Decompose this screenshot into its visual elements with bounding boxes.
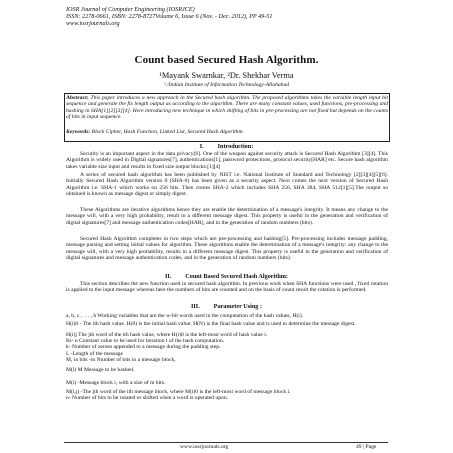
paper-affiliation: ¹,²Indian Institute of Information Technology-Allahabad <box>163 82 290 88</box>
section-heading-count-based: II. Count Based Secured Hash Algorithm: <box>165 273 288 280</box>
parameter-line: L -Length of the message <box>66 350 123 357</box>
footer-rule <box>64 442 388 443</box>
intro-paragraph-2: A series of secured hash algorithm has been published by NIST i.e. National Institute of Standard and Technology [2][3][4][5][6]. Initially Secured Hash Algorithm version 0 (SHA-0) has been given as a security aspect. Next comes the next version of Secured Hash Algorithm i.e. SHA-1 which works on 256 bits. Then comes SHA-2 which includes SHA 256, SHA 384, SHA 512[1][5].The output so obtained is known as message digest or simply digest. <box>66 172 388 198</box>
parameter-line: M(i) -Message block i, with a size of m bits. <box>66 379 166 386</box>
abstract-text: This paper introduces a new approach in the Secured hash algorithm. The proposed algorithms takes the variable length input bit sequence and generate the fix length output as according to the algorithm. There are many constant values, used functions, pre-processing and hashing in SHA[1][2][3][4]. Here introducing new technique in which shifting of bits in pre-processing are not fixed but depends on the counts of bits in input sequence. <box>66 95 388 121</box>
journal-issn: ISSN: 2278-0661, ISBN: 2278-8727Volume 6, Issue 6 (Nov. - Dec. 2012), PP 49-51 <box>66 13 273 21</box>
parameter-line: M(i,j) -The jth word of the ith message block, where M(i)0 is the left-most word of message block i. <box>66 389 291 396</box>
keywords-label: Keywords: <box>66 129 91 135</box>
paper-title: Count based Secured Hash Algorithm. <box>134 54 319 66</box>
intro-paragraph-4: Secured Hash Algorithm completes in two steps which are pre-processing and hashing[5]. Pre-processing includes message padding, message parsing and setting initial values for algorithm. These algorithms enable the determination of a message's integrity: any change to the message will, with a very high probability, results in a different message digest. This property is useful in the generation and verification of digital signatures and message authentication codes, and in the generation of random numbers (bits). <box>66 236 388 262</box>
parameter-line: M, in bits -m Number of bits in a message block, <box>66 357 176 364</box>
keywords <box>66 129 388 135</box>
journal-header <box>66 6 273 28</box>
journal-name: IOSR Journal of Computer Engineering (IOSRJCE) <box>66 6 195 13</box>
parameter-line: Kt- n Constant value to be used for iteration t of the hash computation. <box>66 338 225 345</box>
parameter-line: n- Number of bits to be rotated or shifted when a word is operated upon. <box>66 395 229 402</box>
intro-paragraph-3: These Algorithms are iterative algorithms hence they are enable the determination of a message's integrity. It means any change to the message will, with a very high probability, result in a different message digest. This property is useful in the generation and verification of digital signatures[7] and message authentication codes[HAR], and in the generation of random numbers (bits). <box>66 207 388 226</box>
parameter-list <box>66 313 388 402</box>
parameter-line: H(i)j The jth word of the ith hash value, where H(i)0 is the left-most word of hash value i. <box>66 331 268 338</box>
abstract-label: Abstract: <box>66 95 89 101</box>
count-based-paragraph: This section describes the new function used in secured hash algorithm. In previous work when SHA functions were used , fixed rotation is applied to the input message whereas here the numbers of bits are counted and on the basis of count result the rotation is performed. <box>66 281 388 294</box>
page-number: 49 | Page <box>356 444 377 450</box>
parameter-line: a, b, c, . . . , h Working variables that are the w-bit words used in the computation of the hash values, H(i). <box>66 313 304 319</box>
paper-authors: ¹Mayank Swarnkar, ²Dr. Shekhar Verma <box>159 71 294 80</box>
footer-site: www.iosrjournals.org <box>180 444 229 450</box>
parameter-line: k- Number of zeroes appended to a message during the padding step. <box>66 344 221 351</box>
journal-site: www.iosrjournals.org <box>66 20 120 28</box>
parameter-line: M(i) M Message to be hashed. <box>66 367 135 374</box>
intro-paragraph-1: Security is an important aspect in the data privacy[6]. One of the weapon against security attack is Secured Hash Algorithm [3][4]. This Algorithm is widely used in Digital signatures[7], authentications[1], password protections, protocol security[HAR] etc. Secure hash algorithm takes variable size input and results in fixed size output blocks.[1][4] <box>66 151 388 170</box>
parameter-line: H(i)0 - The ith hash value. H(0) is the initial hash value; H(N) is the final hash value and is used to determine the message digest. <box>66 321 356 328</box>
section-heading-parameters: III. Parameter Using : <box>190 303 263 310</box>
section-heading-introduction: I. Introduction: <box>199 143 254 150</box>
abstract <box>66 95 388 121</box>
keywords-text: Block Cipher, Hash Function, Linked List, Secured Hash Algorithm. <box>90 129 244 135</box>
